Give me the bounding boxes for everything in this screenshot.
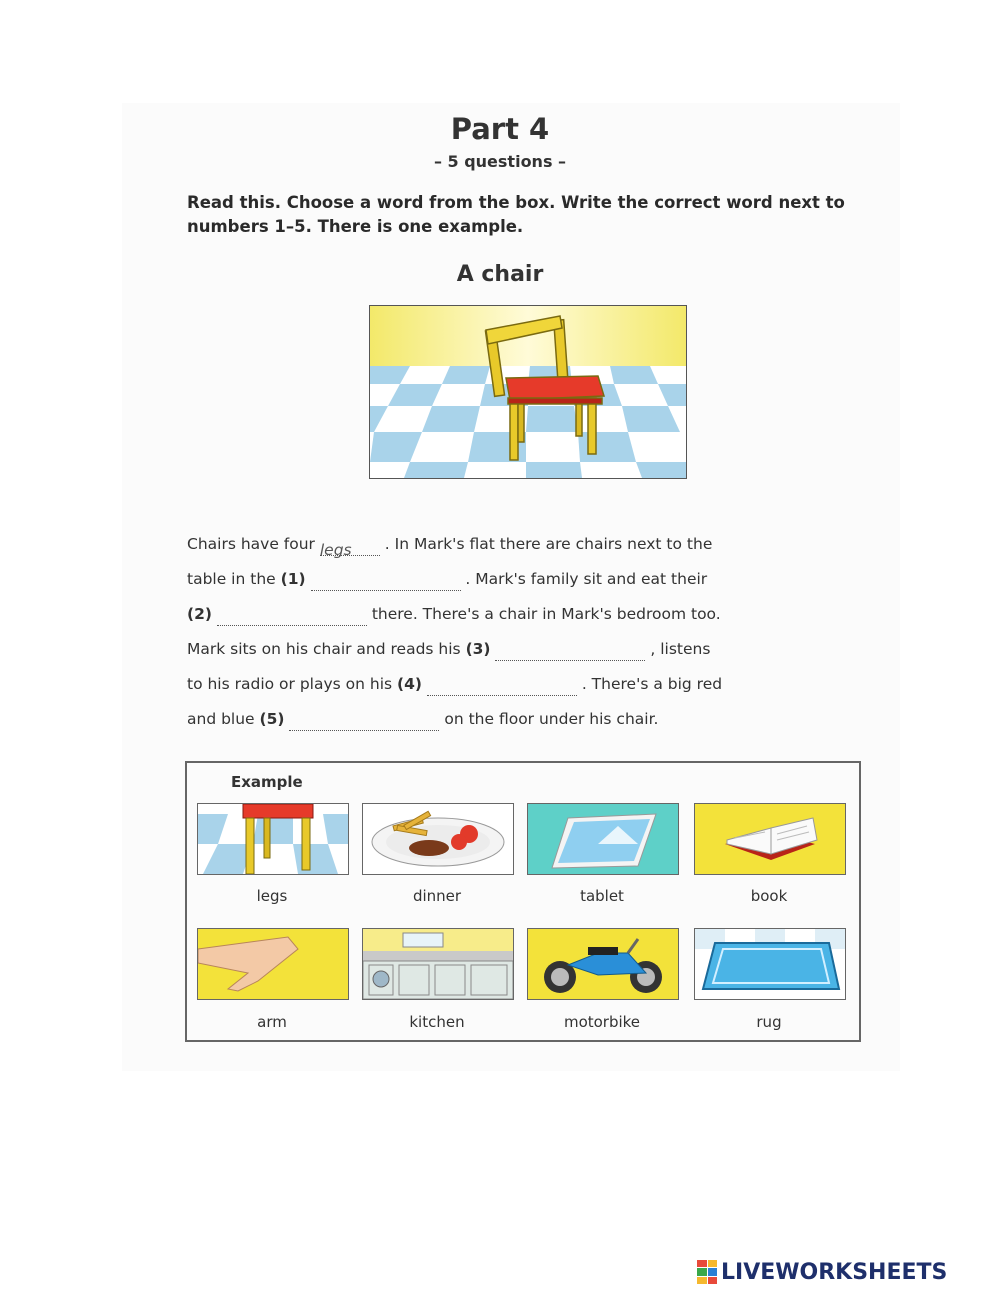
story-text-span: and blue [187,710,260,728]
logo-text: LIVEWORKSHEETS [721,1259,948,1285]
story-text-span: Mark sits on his chair and reads his [187,640,466,658]
liveworksheets-logo [697,1255,947,1289]
word-label-motorbike: motorbike [563,1013,641,1031]
word-tile-motorbike [527,928,679,1000]
answer-field-4[interactable] [427,673,577,696]
answer-field-2[interactable] [217,603,367,626]
story-line-2 [187,597,887,632]
story-text-span: . Mark's family sit and eat their [460,570,708,588]
word-label-arm: arm [257,1013,287,1031]
chair-picture [369,305,687,479]
word-box [185,761,861,1042]
word-tile-tablet [527,803,679,875]
question-number-3: (3) [465,640,491,658]
chair-illustration [370,306,686,478]
story-line-4 [187,667,887,702]
example-answer [319,533,380,559]
word-label-rug: rug [756,1013,782,1031]
story-line-3 [187,632,887,667]
word-label-tablet: tablet [580,887,624,905]
word-tile-arm [197,928,349,1000]
word-label-legs: legs [256,887,288,905]
word-label-book: book [750,887,788,905]
arm-image [198,929,348,999]
story-text-span: , listens [645,640,711,658]
tablet-image [528,804,678,874]
answer-field-1[interactable] [311,568,461,591]
instructions: Read this. Choose a word from the box. Write the correct word next to numbers 1–5. There is one example. [187,193,845,236]
dinner-plate-image [363,804,513,874]
answer-field-3[interactable] [495,638,645,661]
story-line-5 [187,702,887,737]
story-text-span: . There's a big red [576,675,723,693]
question-number-5: (5) [259,710,285,728]
book-image [695,804,845,874]
story-text [187,527,887,737]
story-line-1 [187,562,887,597]
motorbike-image [528,929,678,999]
example-word: legs [319,541,352,559]
story-text-span: . In Mark's flat there are chairs next to the [379,535,713,553]
question-number-1: (1) [280,570,306,588]
page-title: Part 4 [450,112,550,146]
story-text-span: Chairs have four [187,535,320,553]
story-text-span: there. There's a chair in Mark's bedroom too. [366,605,721,623]
rug-image [695,929,845,999]
kitchen-image [363,929,513,999]
word-box-label: Example [231,773,303,791]
word-label-dinner: dinner [412,887,462,905]
story-line-0 [187,527,887,562]
word-tile-dinner [362,803,514,875]
story-text-span: table in the [187,570,281,588]
word-tile-legs [197,803,349,875]
page-subtitle: – 5 questions – [433,152,567,171]
word-tile-kitchen [362,928,514,1000]
question-number-4: (4) [397,675,422,693]
word-label-kitchen: kitchen [409,1013,465,1031]
word-tile-book [694,803,846,875]
chair-legs-image [198,804,348,874]
story-text-span: to his radio or plays on his [187,675,398,693]
word-tile-rug [694,928,846,1000]
story-title: A chair [456,262,544,287]
liveworksheets-logo-icon [697,1260,717,1284]
question-number-2: (2) [187,605,212,623]
story-text-span: on the floor under his chair. [439,710,659,728]
answer-field-5[interactable] [289,708,439,731]
